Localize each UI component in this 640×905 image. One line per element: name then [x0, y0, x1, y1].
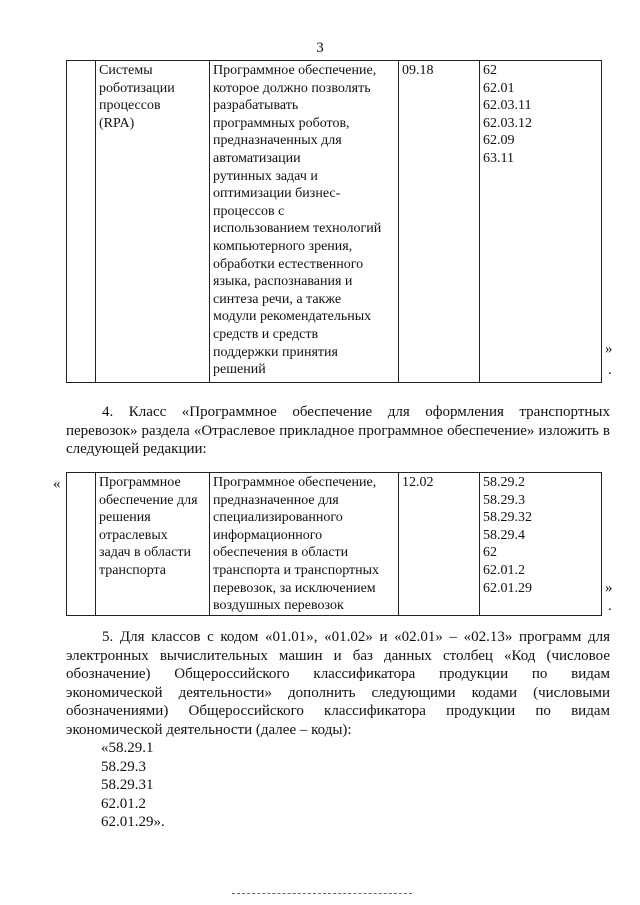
table-cell-empty — [67, 473, 96, 616]
table-cell-okpd-codes — [480, 61, 602, 383]
okpd-code: 58.29.3 — [483, 492, 525, 508]
okpd-code: 62.01 — [483, 80, 515, 96]
description-line: средств и средств — [213, 326, 319, 342]
opening-quote: « — [53, 476, 61, 492]
bottom-divider — [232, 893, 412, 894]
table-cell-empty — [67, 61, 96, 383]
table-cell-class-name — [96, 61, 210, 383]
okpd-code: 62 — [483, 63, 497, 78]
okpd-code: 62 — [483, 545, 497, 561]
description-line: перевозок, за исключением — [213, 580, 376, 596]
description-line: рутинных задач и — [213, 168, 318, 184]
table-cell-okved-code — [399, 61, 480, 383]
code-list-item: 62.01.2 — [101, 795, 146, 812]
okved-code: 09.18 — [402, 63, 434, 78]
description-line: модули рекомендательных — [213, 309, 372, 325]
description-line: предназначенных для — [213, 133, 342, 149]
okpd-code: 58.29.32 — [483, 510, 532, 526]
table-cell-okpd-codes — [480, 473, 602, 616]
description-line: Программное обеспечение, — [213, 63, 377, 78]
okved-code: 12.02 — [402, 475, 434, 490]
table-cell-okved-code — [399, 473, 480, 616]
class-name-line: отраслевых — [99, 527, 168, 543]
table-cell-description — [210, 473, 399, 616]
description-line: информационного — [213, 527, 323, 543]
period: . — [608, 362, 612, 378]
table-row — [67, 61, 602, 383]
description-line: обработки естественного — [213, 256, 364, 272]
period: . — [608, 598, 612, 614]
description-line: решений — [213, 362, 266, 378]
description-line: использованием технологий — [213, 221, 382, 237]
okpd-code: 62.03.11 — [483, 98, 532, 114]
description-line: синтеза речи, а также — [213, 291, 342, 307]
code-list-item: 62.01.29». — [101, 814, 165, 831]
description-line: обеспечения в области — [213, 545, 349, 561]
paragraph-4 — [66, 403, 610, 459]
description-line: языка, распознавания и — [213, 274, 353, 290]
okpd-code: 62.09 — [483, 133, 515, 149]
description-line: поддержки принятия — [213, 344, 338, 360]
description-line: предназначенное для — [213, 492, 339, 508]
table-cell-description — [210, 61, 399, 383]
paragraph-5-text: 5. Для классов с кодом «01.01», «01.02» и «02.01» – «02.13» программ для электронных вычислительных машин и баз данных столбец «Код (числовое обозначение) Общероссийского классификатора продукции по видам экономической деятельности» дополнить следующими кодами (числовыми обозначениями) Общероссийского классификатора продукции по видам экономической деятельности (далее – коды): — [66, 629, 610, 738]
description-line: транспорта и транспортных — [213, 562, 380, 578]
paragraph-5 — [66, 628, 610, 740]
okpd-code: 58.29.2 — [483, 475, 525, 490]
code-list-item: 58.29.3 — [101, 758, 146, 775]
description-line: Программное обеспечение, — [213, 475, 377, 490]
description-line: компьютерного зрения, — [213, 238, 353, 254]
code-list-item: 58.29.31 — [101, 777, 154, 794]
class-name-line: обеспечение для — [99, 492, 198, 508]
class-name-line: транспорта — [99, 562, 167, 578]
okpd-code: 63.11 — [483, 150, 514, 166]
class-name-line: роботизации — [99, 80, 175, 96]
okpd-code: 62.03.12 — [483, 115, 532, 131]
description-line: оптимизации бизнес- — [213, 186, 341, 202]
paragraph-4-text: 4. Класс «Программное обеспечение для оформления транспортных перевозок» раздела «Отраслевое прикладное программное обеспечение» изложить в следующей редакции: — [66, 404, 610, 458]
description-line: специализированного — [213, 510, 343, 526]
description-line: которое должно позволять — [213, 80, 371, 96]
closing-quote: » — [605, 580, 613, 596]
table-row — [67, 473, 602, 616]
okpd-code: 62.01.2 — [483, 562, 525, 578]
description-line: автоматизации — [213, 150, 301, 166]
okpd-code: 62.01.29 — [483, 580, 532, 596]
table-cell-class-name — [96, 473, 210, 616]
code-list-item: «58.29.1 — [101, 740, 154, 756]
class-name-line: задач в области — [99, 545, 191, 561]
description-line: воздушных перевозок — [213, 598, 344, 614]
closing-quote: » — [605, 341, 613, 357]
description-line: процессов с — [213, 203, 285, 219]
class-name-line: процессов — [99, 98, 161, 114]
description-line: программных роботов, — [213, 115, 350, 131]
code-list — [101, 739, 165, 832]
page-number: 3 — [316, 40, 324, 56]
class-name-line: Системы — [99, 63, 153, 78]
description-line: разрабатывать — [213, 98, 299, 114]
class-name-line: Программное — [99, 475, 181, 490]
okpd-code: 58.29.4 — [483, 527, 525, 543]
class-name-line: решения — [99, 510, 151, 526]
table-transport — [66, 472, 602, 616]
class-name-line: (RPA) — [99, 115, 135, 131]
table-rpa — [66, 60, 602, 383]
